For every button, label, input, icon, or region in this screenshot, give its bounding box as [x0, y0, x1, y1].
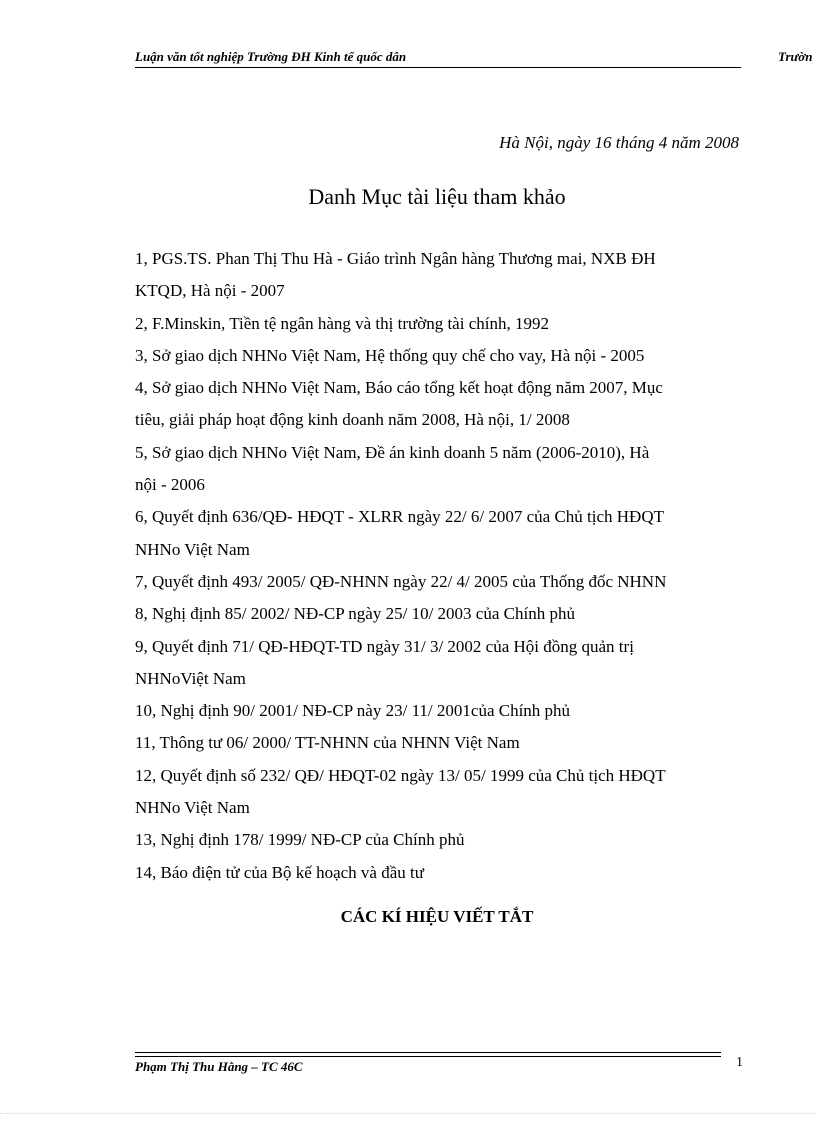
reference-line: nội - 2006	[135, 475, 205, 495]
reference-list	[135, 243, 741, 889]
reference-line: 8, Nghị định 85/ 2002/ NĐ-CP ngày 25/ 10/ 2003 của Chính phủ	[135, 604, 575, 624]
page-bottom-edge	[0, 1113, 816, 1114]
header-title-cut: Trườn	[778, 49, 813, 64]
reference-line: KTQD, Hà nội - 2007	[135, 281, 285, 301]
reference-item	[135, 340, 741, 372]
reference-item	[135, 824, 741, 856]
reference-line: 1, PGS.TS. Phan Thị Thu Hà - Giáo trình Ngân hàng Thương mai, NXB ĐH	[135, 249, 656, 268]
footer-divider	[135, 1056, 721, 1057]
reference-line: 2, F.Minskin, Tiền tệ ngân hàng và thị trường tài chính, 1992	[135, 313, 549, 333]
reference-line: 6, Quyết định 636/QĐ- HĐQT - XLRR ngày 22/ 6/ 2007 của Chủ tịch HĐQT	[135, 507, 664, 527]
reference-item	[135, 857, 741, 889]
section-heading: CÁC KÍ HIỆU VIẾT TẮT	[340, 907, 534, 926]
reference-item	[135, 308, 741, 340]
reference-item	[135, 243, 741, 308]
header-title: Luận văn tốt nghiệp Trường ĐH Kinh tế quốc dân	[135, 49, 407, 64]
header-divider	[135, 67, 741, 68]
reference-item	[135, 631, 741, 696]
footer-divider	[135, 1052, 721, 1053]
reference-line: 5, Sở giao dịch NHNo Việt Nam, Đề án kinh doanh 5 năm (2006-2010), Hà	[135, 442, 650, 462]
page-title: Danh Mục tài liệu tham khảo	[308, 184, 566, 209]
reference-item	[135, 501, 741, 566]
footer-author: Phạm Thị Thu Hằng – TC 46C	[135, 1059, 303, 1074]
reference-line: 11, Thông tư 06/ 2000/ TT-NHNN của NHNN Việt Nam	[135, 733, 520, 753]
reference-line: tiêu, giải pháp hoạt động kinh doanh năm 2008, Hà nội, 1/ 2008	[135, 410, 570, 430]
reference-item	[135, 727, 741, 759]
date-line: Hà Nội, ngày 16 tháng 4 năm 2008	[499, 133, 739, 152]
reference-line: 4, Sở giao dịch NHNo Việt Nam, Báo cáo tổng kết hoạt động năm 2007, Mục	[135, 378, 663, 398]
reference-line: NHNo Việt Nam	[135, 798, 250, 818]
reference-item	[135, 760, 741, 825]
reference-line: 10, Nghị định 90/ 2001/ NĐ-CP này 23/ 11/ 2001của Chính phủ	[135, 701, 571, 721]
reference-item	[135, 695, 741, 727]
reference-line: NHNoViệt Nam	[135, 668, 246, 688]
reference-item	[135, 598, 741, 630]
reference-line: 9, Quyết định 71/ QĐ-HĐQT-TD ngày 31/ 3/ 2002 của Hội đồng quản trị	[135, 636, 634, 656]
page-number: 1	[736, 1055, 743, 1070]
reference-item	[135, 566, 741, 598]
reference-line: 3, Sở giao dịch NHNo Việt Nam, Hệ thống quy chế cho vay, Hà nội - 2005	[135, 345, 645, 365]
reference-line: 14, Báo điện tử của Bộ kế hoạch và đầu tư	[135, 862, 424, 882]
reference-item	[135, 372, 741, 437]
reference-line: NHNo Việt Nam	[135, 539, 250, 559]
reference-item	[135, 437, 741, 502]
reference-line: 12, Quyết định số 232/ QĐ/ HĐQT-02 ngày 13/ 05/ 1999 của Chủ tịch HĐQT	[135, 765, 666, 785]
reference-line: 7, Quyết định 493/ 2005/ QĐ-NHNN ngày 22/ 4/ 2005 của Thống đốc NHNN	[135, 571, 667, 591]
reference-line: 13, Nghị định 178/ 1999/ NĐ-CP của Chính phủ	[135, 830, 465, 850]
